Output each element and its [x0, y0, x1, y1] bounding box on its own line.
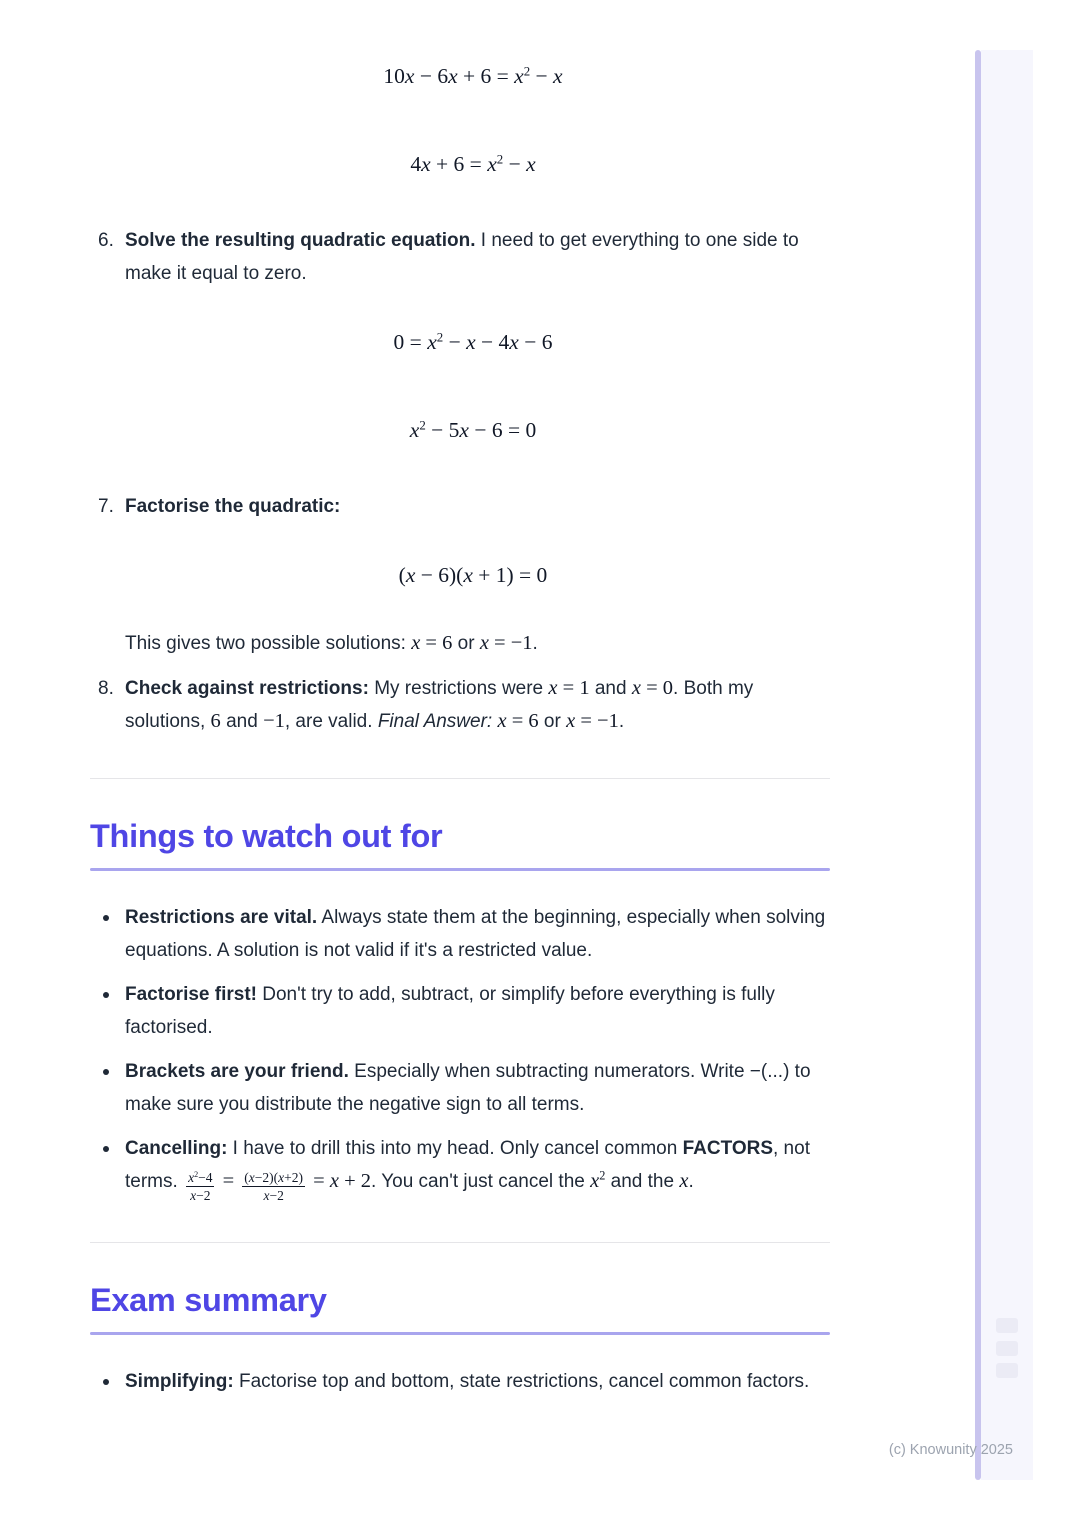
bullet-item — [90, 1055, 830, 1121]
item-number: 7. — [98, 496, 114, 517]
section-heading: Things to watch out for — [90, 818, 443, 854]
fraction-denominator: x−2 — [190, 1187, 211, 1203]
bullet-text: Factorise first! Don't try to add, subtract, or simplify before everything is fully factorised. — [125, 984, 775, 1038]
bold-text: Brackets are your friend. — [125, 1061, 349, 1082]
bullet-dot — [103, 1379, 109, 1385]
bullet-item — [90, 1132, 830, 1202]
watermark: (c) Knowunity 2025 — [888, 1442, 1013, 1458]
bullet-dot — [103, 1069, 109, 1075]
bullet-text: Simplifying: Factorise top and bottom, state restrictions, cancel common factors. — [125, 1371, 810, 1393]
inline-math: x = 1 — [548, 677, 590, 699]
inline-math: x = 0 — [631, 677, 674, 699]
bullet-dot — [103, 992, 109, 998]
bullet-item — [90, 978, 830, 1044]
fraction — [186, 1171, 214, 1202]
display-equation: $10x - 6x + 6 = x^2 - x$ — [383, 64, 563, 88]
inline-math: x = 6 — [411, 632, 453, 654]
heading-block — [90, 1281, 830, 1335]
numbered-item — [90, 490, 830, 523]
section-divider — [90, 1242, 830, 1243]
heading-underline — [90, 1332, 830, 1335]
bullet-item — [90, 1365, 830, 1398]
bullet-text: Cancelling: I have to drill this into my head. Only cancel common FACTORS, not terms. $\frac{x^2-4}{x-2}$ = $\frac{(x-2)(x+2)}{x-2}$ = x + 2. You can't just cancel the $x^2$ and the x. — [125, 1138, 810, 1203]
display-equation: $0 = x^2 - x - 4x - 6$ — [393, 330, 553, 354]
bullet-dot — [103, 1146, 109, 1152]
numbered-item — [90, 672, 830, 738]
inline-math: = x + 2 — [308, 1170, 371, 1192]
bold-text: Cancelling: — [125, 1138, 228, 1159]
bullet-item — [90, 901, 830, 967]
inline-math: x = 6 — [497, 710, 539, 732]
paragraph: This gives two possible solutions: x = 6 or x = −1. — [125, 632, 538, 654]
display-equation: $4x + 6 = x^2 - x$ — [410, 152, 536, 176]
section-heading: Exam summary — [90, 1282, 327, 1319]
inline-math: x = −1 — [479, 632, 533, 654]
display-equation: $x^2 - 5x - 6 = 0$ — [409, 418, 537, 442]
panel-ghost — [996, 1363, 1018, 1378]
inline-math: −1 — [263, 710, 285, 732]
inline-math: $x^2$ — [590, 1168, 606, 1192]
bold-text: Check against restrictions: — [125, 678, 369, 699]
item-text: Solve the resulting quadratic equation. I need to get everything to one side to make it equal to zero. — [125, 230, 799, 284]
bullet-text: Restrictions are vital. Always state them at the beginning, especially when solving equations. A solution is not valid if it's a restricted value. — [125, 907, 826, 961]
inline-math: x — [679, 1170, 689, 1192]
bold-text: FACTORS — [682, 1138, 773, 1159]
bold-text: Simplifying: — [125, 1371, 234, 1393]
inline-math: = — [217, 1170, 240, 1192]
fraction-denominator: x−2 — [263, 1187, 284, 1203]
bold-text: Solve the resulting quadratic equation. — [125, 230, 476, 251]
bold-text: Factorise first! — [125, 984, 257, 1005]
document-content — [90, 0, 830, 1409]
item-number: 8. — [98, 678, 114, 699]
heading-block — [90, 817, 830, 871]
panel-ghost — [996, 1341, 1018, 1356]
numbered-item — [90, 224, 830, 290]
scrollbar-thumb[interactable] — [975, 50, 981, 1480]
fraction-numerator: (x−2)(x+2) — [244, 1170, 304, 1186]
item-text: Check against restrictions: My restrictions were x = 1 and x = 0. Both my solutions, 6 and −1, are valid. Final Answer: x = 6 or x = −1. — [125, 677, 754, 732]
item-text — [125, 496, 340, 517]
bullet-text: Brackets are your friend. Especially when subtracting numerators. Write −(...) to make sure you distribute the negative sign to all terms. — [125, 1061, 811, 1115]
fraction — [242, 1171, 305, 1202]
fraction-numerator: $x^2-4$ — [188, 1170, 213, 1186]
bullet-dot — [103, 915, 109, 921]
item-number: 6. — [98, 230, 114, 251]
bold-text: Restrictions are vital. — [125, 907, 318, 928]
inline-math: x = −1 — [566, 710, 619, 732]
section-divider — [90, 778, 830, 779]
heading-underline — [90, 868, 830, 871]
inline-math: 6 — [210, 710, 221, 732]
bold-text: Factorise the quadratic: — [125, 496, 341, 517]
panel-ghost — [996, 1318, 1018, 1333]
display-equation: (x − 6)(x + 1) = 0 — [398, 563, 548, 587]
side-panel — [981, 50, 1033, 1480]
italic-text: Final Answer: — [377, 711, 498, 732]
